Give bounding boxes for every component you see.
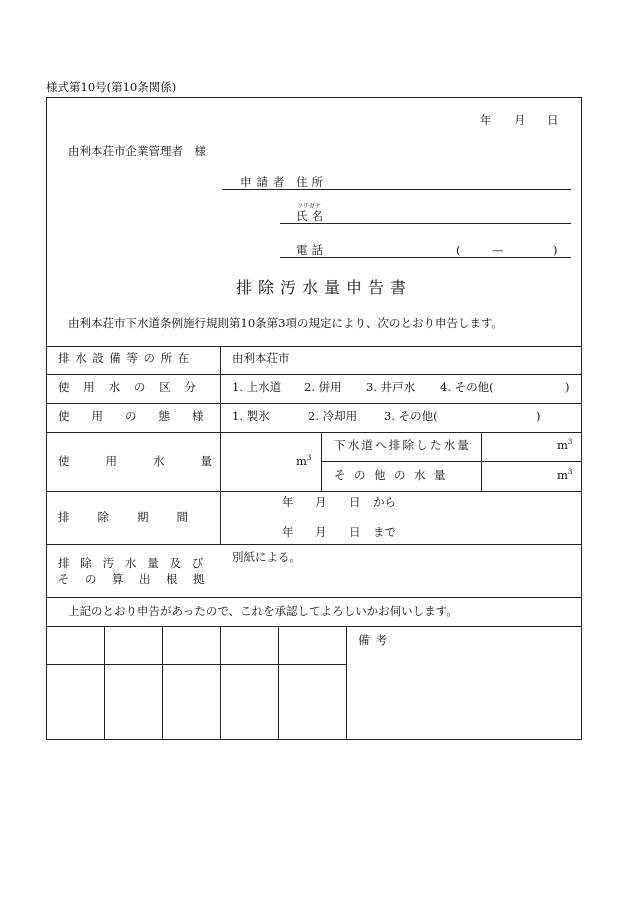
phone-dash: — (492, 243, 504, 257)
row-divider (46, 403, 582, 404)
unit-m: m (557, 468, 568, 482)
basis-label-line2: その算出根拠 (58, 572, 220, 586)
water-category-label: 使用水の区分 (58, 380, 210, 394)
location-label (58, 353, 208, 365)
col-divider (346, 626, 347, 740)
period-from-month: 月 (315, 495, 327, 509)
usage-opt3: 3. その他( (384, 409, 438, 423)
col-divider (481, 432, 482, 491)
unit-exp: 3 (567, 468, 573, 477)
name-label: 氏名 (296, 209, 327, 223)
row-divider (46, 544, 582, 545)
col-divider (278, 626, 279, 740)
other-volume-label: その他の水量 (334, 468, 454, 482)
col-divider (220, 626, 221, 740)
phone-underline (280, 257, 571, 258)
water-category-opt1: 1. 上水道 (232, 380, 282, 394)
usage-close: ) (536, 409, 541, 423)
col-divider (162, 626, 163, 740)
row-divider (46, 491, 582, 492)
water-category-opt4: 4. その他( (440, 380, 494, 394)
date-year: 年 (480, 113, 492, 127)
furigana-label: フリガナ (297, 203, 321, 210)
phone-open: ( (456, 243, 461, 257)
remarks-label: 備考 (358, 633, 393, 647)
unit-exp: 3 (306, 454, 312, 463)
row-divider (46, 597, 582, 598)
unit-exp: 3 (567, 438, 573, 447)
period-from-year: 年 (282, 495, 294, 509)
period-label: 排除期間 (58, 510, 216, 524)
date-day: 日 (547, 113, 559, 127)
period-to-day: 日 (349, 525, 361, 539)
period-to-year: 年 (282, 525, 294, 539)
applicant-label: 申請者 (240, 175, 290, 189)
sewer-volume-unit (557, 440, 572, 452)
phone-close: ) (553, 243, 558, 257)
usage-label: 使用の態様 (58, 409, 226, 423)
address-underline (222, 189, 571, 190)
row-divider (46, 626, 582, 627)
water-volume-unit (296, 456, 311, 468)
col-divider (104, 626, 105, 740)
page-title: 排除汚水量申告書 (236, 278, 413, 297)
period-to-suffix: まで (373, 525, 396, 539)
col-divider (321, 432, 322, 491)
date-month: 月 (514, 113, 526, 127)
intro-text: 由利本荘市下水道条例施行規則第10条第3項の規定により、次のとおり申告します。 (68, 316, 504, 330)
unit-m: m (557, 438, 568, 452)
basis-label-line1: 排除汚水量及び (58, 556, 215, 570)
basis-value: 別紙による。 (232, 550, 301, 564)
water-category-opt3: 3. 井戸水 (366, 380, 416, 394)
form-number: 様式第10号(第10条関係) (46, 80, 177, 94)
row-divider (321, 461, 582, 462)
water-category-opt2: 2. 併用 (304, 380, 342, 394)
phone-label: 電話 (296, 243, 327, 257)
location-label-text: 排水設備等の所在 (58, 351, 195, 365)
usage-opt1: 1. 製氷 (232, 409, 270, 423)
period-from-suffix: から (373, 495, 396, 509)
water-category-close: ) (565, 380, 570, 394)
water-volume-label: 使用水量 (58, 454, 248, 468)
sewer-volume-label: 下水道へ排除した水量 (334, 438, 471, 452)
location-value: 由利本荘市 (232, 351, 290, 365)
approval-text: 上記のとおり申告があったので、これを承認してよろしいかお伺いします。 (68, 604, 458, 618)
row-divider (46, 374, 582, 375)
period-to-month: 月 (315, 525, 327, 539)
row-divider (46, 346, 582, 347)
address-label: 住所 (296, 175, 327, 189)
other-volume-unit (557, 470, 572, 482)
period-from-day: 日 (349, 495, 361, 509)
usage-opt2: 2. 冷却用 (308, 409, 358, 423)
name-underline (280, 223, 571, 224)
row-divider (46, 664, 346, 665)
addressee: 由利本荘市企業管理者 様 (68, 144, 206, 158)
col-divider (220, 346, 221, 544)
unit-m: m (296, 454, 307, 468)
row-divider (46, 432, 582, 433)
